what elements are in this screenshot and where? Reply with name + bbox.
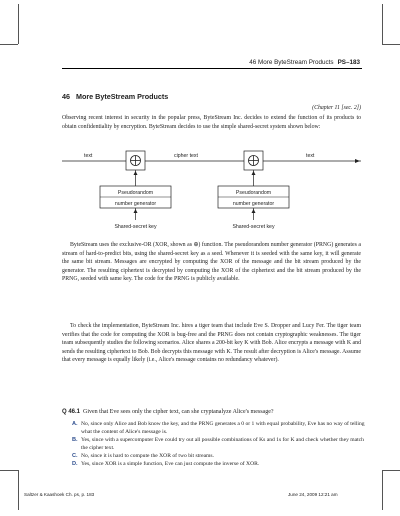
crop-mark xyxy=(382,470,400,471)
paragraph-intro: Observing recent interest in security in the popular press, ByteStream Inc. decides to extend the function of its products to obtain confidentiality by encryption. ByteStream decides to use the simple shared-secret system shown below: xyxy=(62,115,361,130)
arrow-head xyxy=(134,171,138,175)
arrow-head xyxy=(355,159,360,163)
running-title: 46 More ByteStream Products xyxy=(249,59,334,66)
answer-option-a xyxy=(72,421,369,437)
arrow-head xyxy=(252,209,256,213)
prng-label-left-1: Pseudorandom xyxy=(117,190,154,196)
option-text: Yes, since XOR is a simple function, Eve can just compute the inverse of XOR. xyxy=(81,461,260,467)
option-text: Yes, since with a supercomputer Eve could try out all possible combinations of Ks and 1s for K and check whether they match the cipher text. xyxy=(81,437,364,451)
crop-mark xyxy=(382,470,383,510)
crop-mark xyxy=(18,470,19,510)
crop-mark xyxy=(0,470,18,471)
label-text-right: text xyxy=(306,153,315,159)
option-text: No, since it is hard to compute the XOR of two bit streams. xyxy=(81,453,214,459)
option-letter: D. xyxy=(72,461,78,467)
question-number: Q 46.1 xyxy=(62,409,81,415)
answer-option-c xyxy=(72,453,369,461)
page-number: PS–183 xyxy=(337,59,360,66)
paragraph-xor: ByteStream uses the exclusive-OR (XOR, shown as ⊕) function. The pseudorandom number generator (PRNG) generates a stream of hard-to-predict bits, using the shared-secret key as a seed. Whenever it is seeded with the same key, it will generate the same bit stream. Messages are encrypted by computing the XOR of the message and the bit stream produced by the generator. The resulting ciphertext is decrypted by computing the XOR of the ciphertext and the bit stream produced by the PRNG, seeded with same key. The code for the PRNG is publicly available. xyxy=(62,242,361,283)
option-text: No, since only Alice and Bob know the key, and the PRNG generates a 0 or 1 with equal probability, Eve has no way of telling what the content of Alice's message is. xyxy=(81,421,365,435)
footer-right: June 24, 2009 12:21 am xyxy=(288,492,338,497)
answer-option-b xyxy=(72,437,369,453)
prng-label-right-1: Pseudorandom xyxy=(235,190,272,196)
section-title-text: More ByteStream Products xyxy=(76,92,169,101)
question xyxy=(62,408,361,417)
prng-label-left-2: number generator xyxy=(114,201,157,207)
footer-left: Saltzer & Kaashoek Ch. ps, p. 183 xyxy=(24,492,95,497)
option-letter: A. xyxy=(72,421,78,427)
label-text-left: text xyxy=(84,153,93,159)
section-number: 46 xyxy=(62,92,70,101)
chapter-reference: (Chapter 11 [sec. 2]) xyxy=(312,105,361,111)
prng-label-right-2: number generator xyxy=(232,201,275,207)
paragraph-tiger-team: To check the implementation, ByteStream Inc. hires a tiger team that include Eve S. Dropper and Lucy Fer. The tiger team verifies that the code for computing the XOR is bug-free and the PRNG does not contain cryptographic weaknesses. The tiger team subsequently studies the following scenarios. Alice shares a 200-bit key K with Bob. Alice encrypts a message with K and sends the resulting ciphertext to Bob. Bob decrypts this message with K. The result after decryption is Alice's message. Assume that every message is equally likely (i.e., Alice's message contains no redundancy whatever). xyxy=(62,323,361,364)
encryption-diagram xyxy=(0,0,400,240)
label-cipher-text: cipher text xyxy=(174,153,198,159)
answer-option-d xyxy=(72,461,369,469)
arrow-head xyxy=(134,209,138,213)
option-letter: C. xyxy=(72,453,78,459)
key-label-left: Shared-secret key xyxy=(114,224,157,230)
arrow-head xyxy=(252,171,256,175)
question-text: Given that Eve sees only the cipher text, can she cryptanalyze Alice's message? xyxy=(83,409,274,415)
option-letter: B. xyxy=(72,437,78,443)
key-label-right: Shared-secret key xyxy=(232,224,275,230)
